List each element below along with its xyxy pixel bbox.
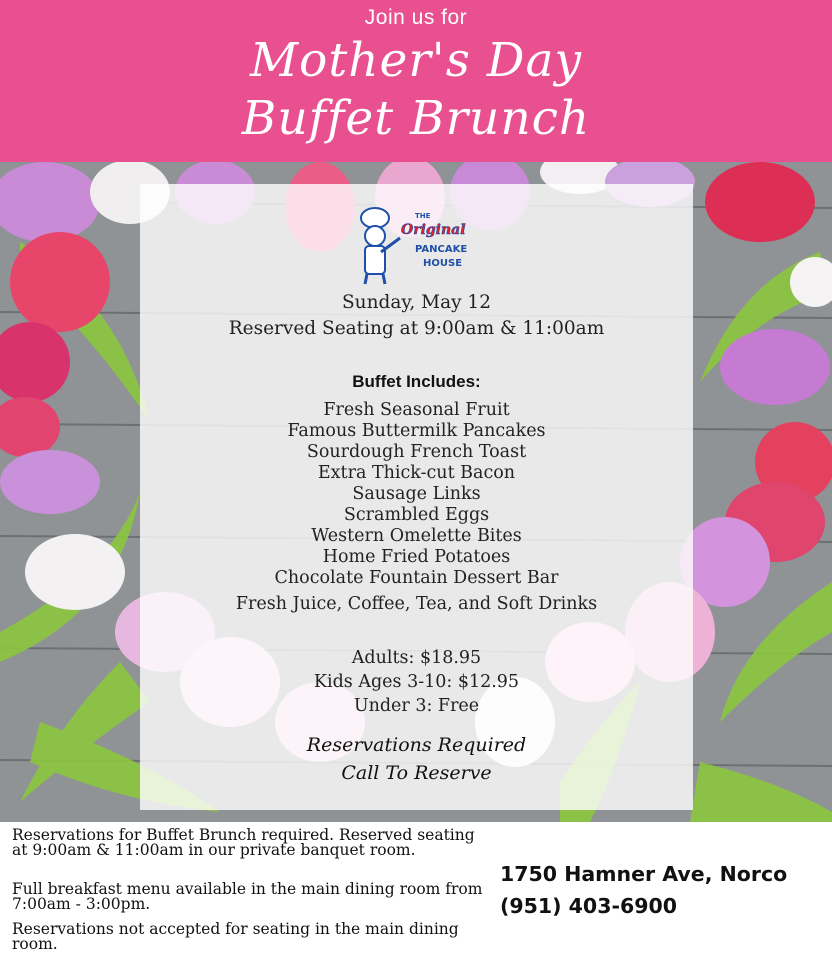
buffet-item: Sausage Links [352, 484, 481, 504]
title-line-2: Buffet Brunch [241, 91, 591, 146]
restaurant-phone: (951) 403-6900 [500, 894, 678, 918]
chef-mascot-icon [361, 208, 400, 284]
footer-note: Full breakfast menu available in the main dining room from 7:00am - 3:00pm. [12, 880, 483, 913]
price-kids: Kids Ages 3-10: $12.95 [313, 672, 520, 692]
logo-line-1: THE [415, 212, 431, 220]
logo-line-3: PANCAKE [415, 244, 468, 255]
price-under-3: Under 3: Free [353, 696, 480, 716]
buffet-heading: Buffet Includes: [352, 372, 481, 391]
restaurant-address: 1750 Hamner Ave, Norco [500, 862, 788, 886]
buffet-item: Sourdough French Toast [306, 442, 527, 462]
logo-line-4: HOUSE [423, 258, 463, 269]
restaurant-logo [355, 204, 485, 286]
footer-note: Reservations for Buffet Brunch required. Reserved seating at 9:00am & 11:00am in our private banquet room. [12, 826, 475, 859]
buffet-item: Western Omelette Bites [311, 526, 522, 546]
price-adults: Adults: $18.95 [351, 648, 482, 668]
call-to-reserve: Call To Reserve [341, 762, 492, 784]
seating-times: Reserved Seating at 9:00am & 11:00am [228, 318, 605, 339]
buffet-item: Home Fried Potatoes [322, 547, 511, 567]
buffet-item: Extra Thick-cut Bacon [317, 463, 516, 483]
buffet-item: Fresh Seasonal Fruit [323, 400, 510, 420]
buffet-item: Famous Buttermilk Pancakes [287, 421, 546, 441]
info-card [140, 184, 693, 810]
buffet-item: Fresh Juice, Coffee, Tea, and Soft Drinks [235, 594, 598, 614]
title-line-1: Mother's Day [249, 33, 583, 88]
footer-info [0, 822, 832, 960]
buffet-item: Chocolate Fountain Dessert Bar [274, 568, 559, 588]
header-banner [0, 0, 832, 162]
footer-note: Reservations not accepted for seating in the main dining room. [12, 920, 459, 953]
reservations-required: Reservations Required [306, 734, 527, 756]
event-date: Sunday, May 12 [342, 292, 491, 313]
logo-line-2: Original [401, 222, 466, 238]
buffet-item: Scrambled Eggs [343, 505, 490, 525]
intro-text: Join us for [364, 6, 468, 29]
